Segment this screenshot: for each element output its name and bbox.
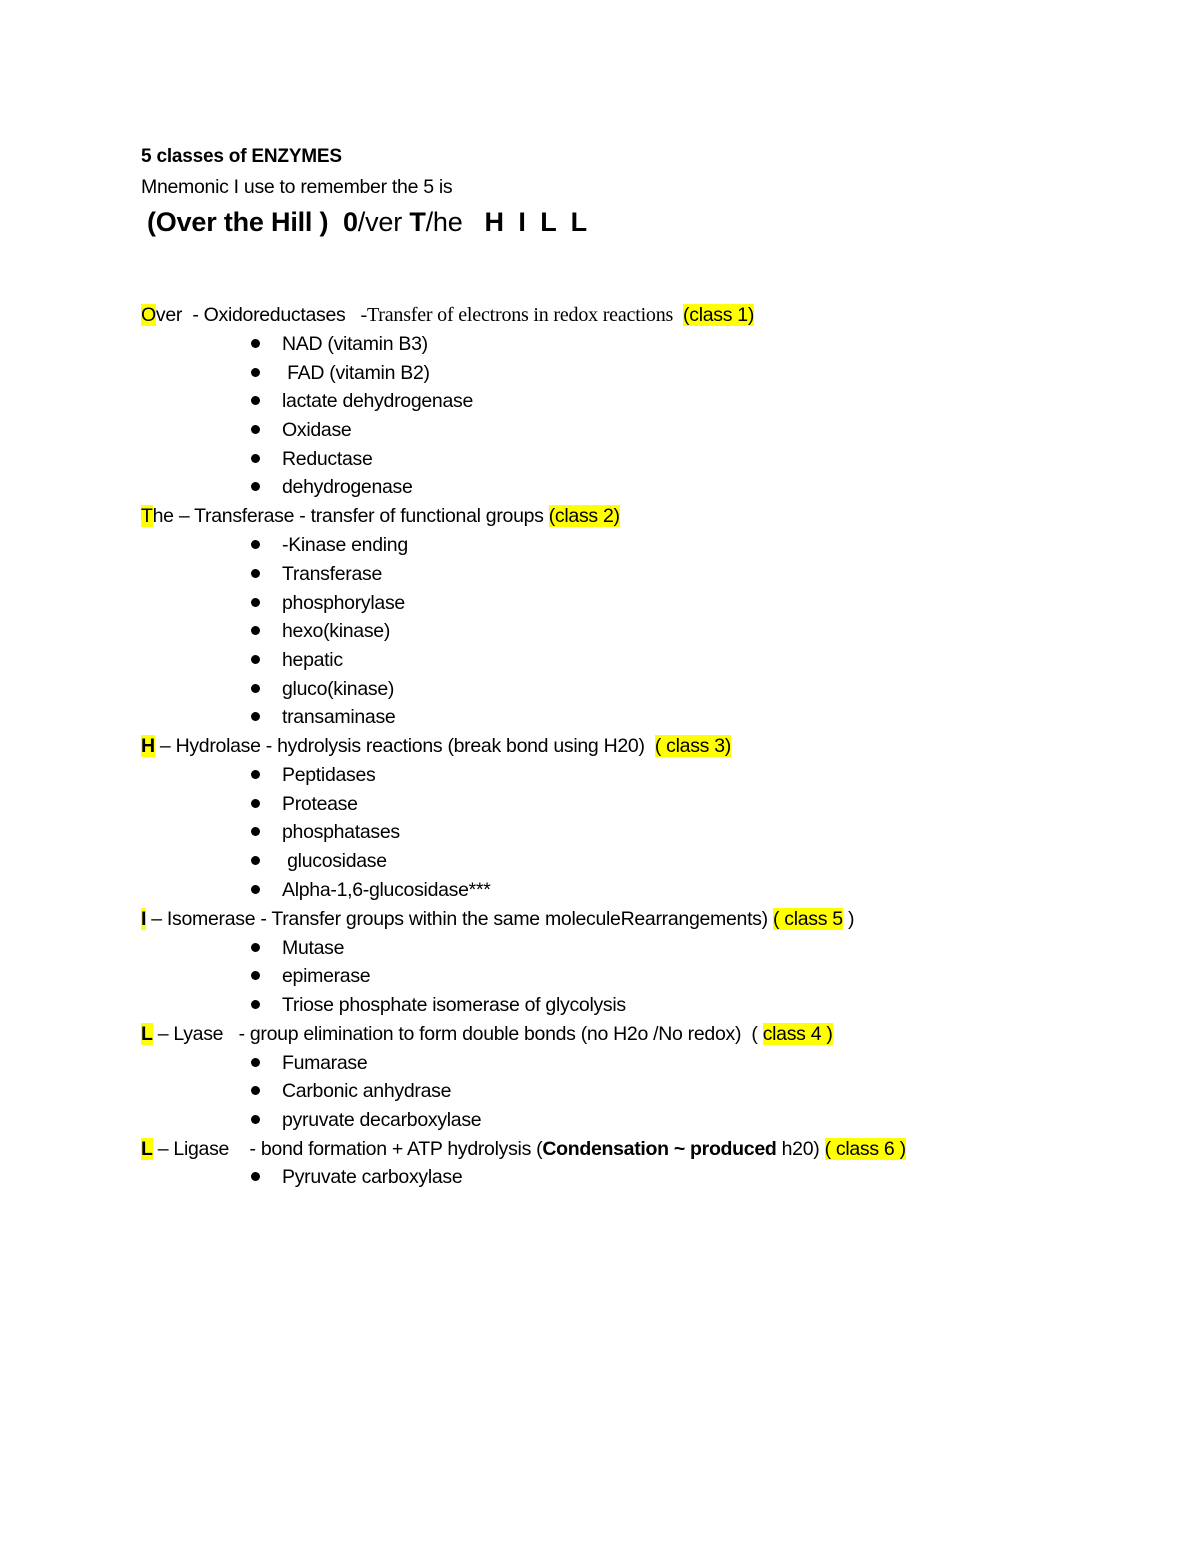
- list-item: phosphatases: [282, 821, 400, 843]
- section-letter: I: [141, 908, 147, 930]
- list-item: Peptidases: [282, 764, 376, 786]
- bullet-icon: [251, 655, 260, 664]
- list-item: glucosidase: [282, 850, 387, 872]
- section-name: – Lyase - group elimination to form double bonds (no H2o /No redox) (: [152, 1023, 763, 1045]
- section-heading-isomerase: [141, 906, 854, 932]
- bullet-icon: [251, 712, 260, 721]
- list-item: Carbonic anhydrase: [282, 1080, 452, 1102]
- list-item: Fumarase: [282, 1052, 368, 1074]
- section-heading-lyase: [141, 1021, 833, 1047]
- section-heading-hydrolase: [141, 733, 731, 759]
- bullet-icon: [251, 1115, 260, 1124]
- class-badge: (class 2): [548, 505, 620, 527]
- bullet-icon: [251, 598, 260, 607]
- bullet-icon: [251, 396, 260, 405]
- bullet-icon: [251, 425, 260, 434]
- bullet-icon: [251, 540, 260, 549]
- bullet-icon: [251, 626, 260, 635]
- section-name: – Isomerase - Transfer groups within the same moleculeRearrangements): [146, 908, 773, 930]
- class-badge: (class 1): [683, 304, 755, 326]
- list-item: hepatic: [282, 649, 343, 671]
- mnemonic-ver: /ver: [357, 207, 402, 237]
- class-badge: ( class 3): [654, 735, 731, 757]
- section-name: - Oxidoreductases: [182, 304, 356, 326]
- list-item: transaminase: [282, 706, 396, 728]
- class-badge: class 4 ): [762, 1023, 833, 1045]
- section-heading-oxidoreductases: [141, 302, 754, 328]
- bullet-icon: [251, 770, 260, 779]
- section-heading-transferase: [141, 503, 620, 529]
- list-item: gluco(kinase): [282, 678, 395, 700]
- bullet-icon: [251, 684, 260, 693]
- bullet-icon: [251, 971, 260, 980]
- list-item: Oxidase: [282, 419, 352, 441]
- bullet-icon: [251, 368, 260, 377]
- class-badge: ( class 5: [772, 908, 843, 930]
- mnemonic-line: [147, 205, 587, 239]
- mnemonic-phrase: (Over the Hill ): [147, 207, 329, 237]
- mnemonic-he: /he: [425, 207, 463, 237]
- section-letter: L: [141, 1138, 153, 1160]
- bullet-icon: [251, 482, 260, 491]
- list-item: pyruvate decarboxylase: [282, 1109, 482, 1131]
- list-item: Triose phosphate isomerase of glycolysis: [282, 994, 626, 1016]
- list-item: hexo(kinase): [282, 620, 391, 642]
- list-item: phosphorylase: [282, 592, 405, 614]
- list-item: Protease: [282, 793, 358, 815]
- bullet-icon: [251, 569, 260, 578]
- section-description: -Transfer of electrons in redox reactions: [355, 304, 678, 326]
- mnemonic-t: T: [409, 207, 426, 237]
- bullet-icon: [251, 1058, 260, 1067]
- list-item: Pyruvate carboxylase: [282, 1166, 463, 1188]
- section-tail: h20): [776, 1138, 825, 1160]
- mnemonic-letters: H I L L: [484, 207, 587, 237]
- list-item: -Kinase ending: [282, 534, 408, 556]
- section-letter: O: [141, 304, 156, 326]
- list-item: epimerase: [282, 965, 371, 987]
- section-letter-rest: he: [152, 505, 174, 527]
- bullet-icon: [251, 943, 260, 952]
- list-item: Mutase: [282, 937, 345, 959]
- bullet-icon: [251, 339, 260, 348]
- bullet-icon: [251, 856, 260, 865]
- section-name: – Ligase - bond formation + ATP hydrolysis (: [152, 1138, 543, 1160]
- section-name: – Hydrolase - hydrolysis reactions (break bond using H20): [154, 735, 655, 757]
- class-badge: ( class 6 ): [824, 1138, 906, 1160]
- list-item: Transferase: [282, 563, 383, 585]
- section-name: – Transferase - transfer of functional groups: [173, 505, 549, 527]
- document-title: 5 classes of ENZYMES: [141, 146, 342, 167]
- list-item: lactate dehydrogenase: [282, 390, 474, 412]
- list-item: dehydrogenase: [282, 476, 413, 498]
- bullet-icon: [251, 1000, 260, 1009]
- section-letter-rest: ver: [155, 304, 183, 326]
- section-letter: L: [141, 1023, 153, 1045]
- section-letter: H: [141, 735, 155, 757]
- bullet-icon: [251, 827, 260, 836]
- list-item: NAD (vitamin B3): [282, 333, 428, 355]
- list-item: FAD (vitamin B2): [282, 362, 430, 384]
- bullet-icon: [251, 1086, 260, 1095]
- bullet-icon: [251, 885, 260, 894]
- bullet-icon: [251, 799, 260, 808]
- list-item: Reductase: [282, 448, 373, 470]
- list-item: Alpha-1,6-glucosidase***: [282, 879, 491, 901]
- bullet-icon: [251, 1172, 260, 1181]
- section-letter: T: [141, 505, 153, 527]
- mnemonic-intro: Mnemonic I use to remember the 5 is: [141, 176, 453, 198]
- class-badge-tail: ): [842, 908, 855, 930]
- mnemonic-o: 0: [342, 207, 358, 237]
- condensation-note: Condensation ~ produced: [542, 1138, 777, 1160]
- section-heading-ligase: [141, 1136, 906, 1162]
- bullet-icon: [251, 454, 260, 463]
